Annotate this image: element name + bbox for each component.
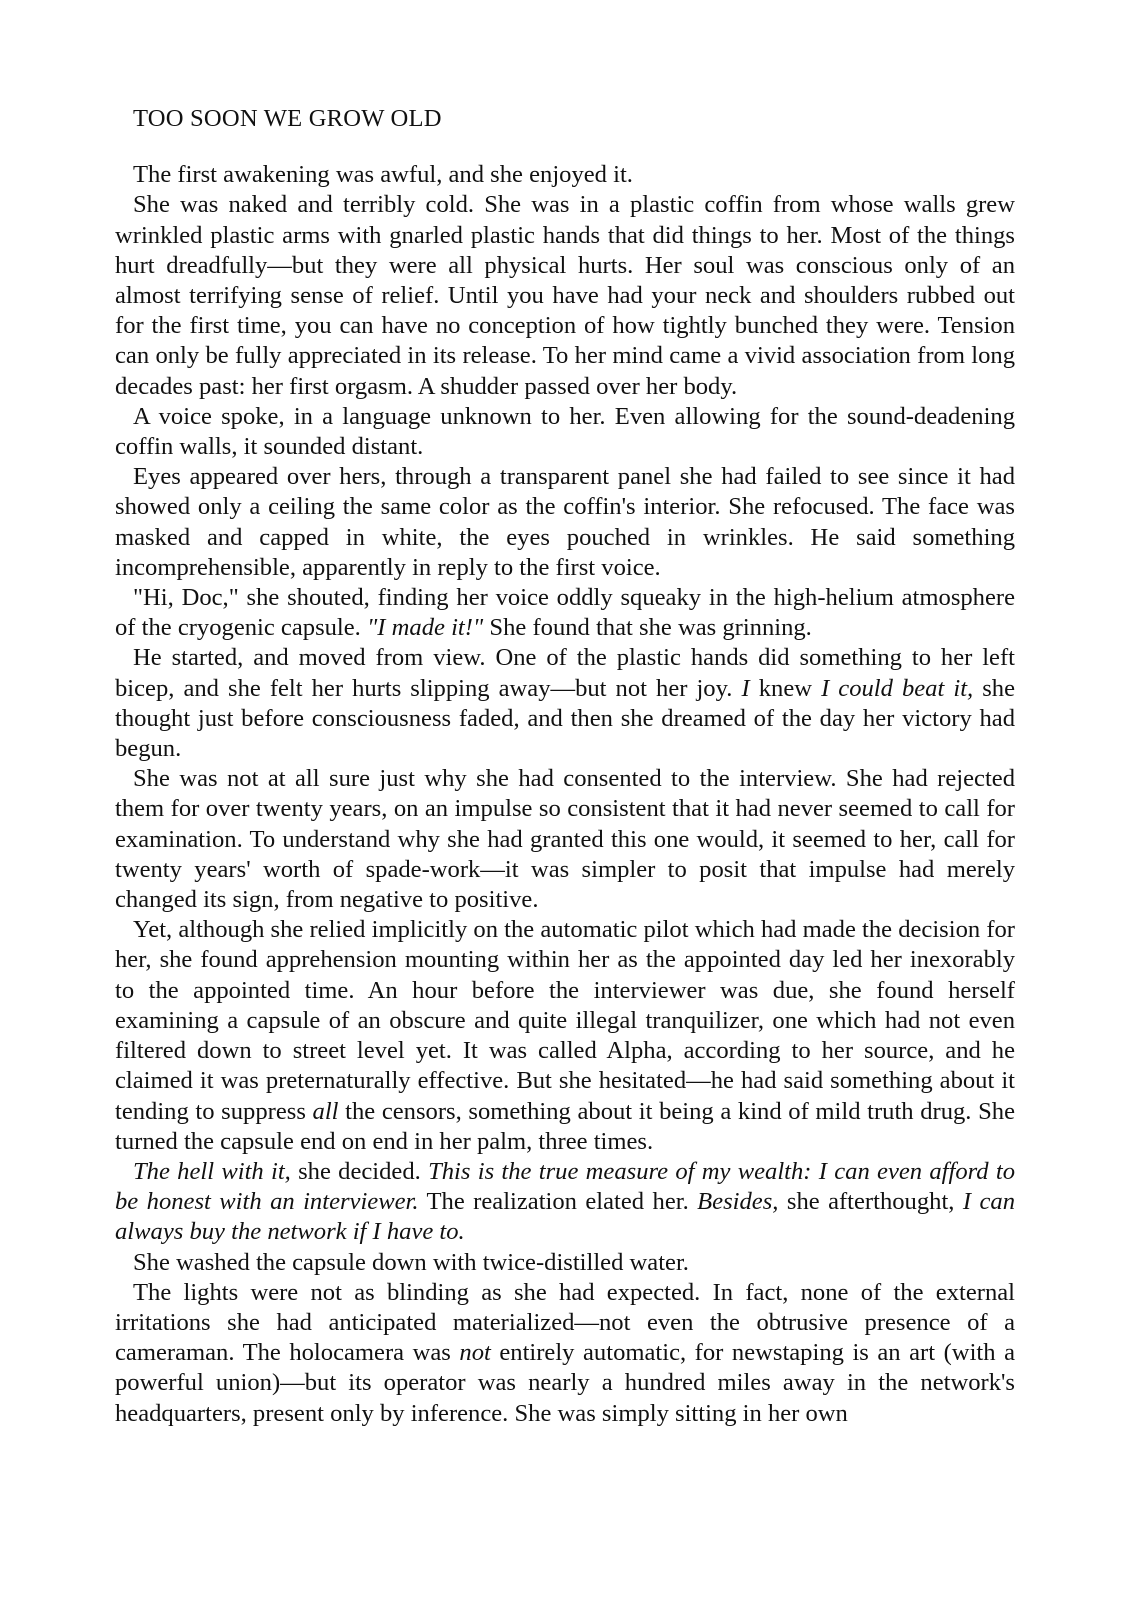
- chapter-title: TOO SOON WE GROW OLD: [133, 105, 442, 132]
- italic-text-run: I: [741, 674, 750, 702]
- text-run: the censors, something about it being a kind of mild truth drug. She turned the capsule end on end in her palm, three times.: [115, 1097, 1015, 1155]
- paragraph: [115, 1248, 1015, 1278]
- italic-text-run: I could beat it,: [821, 674, 974, 702]
- text-run: she decided.: [290, 1157, 429, 1185]
- text-run: He started, and moved from view. One of the plastic hands did something to her left bicep, and she felt her hurts slipping away—but not her joy.: [115, 644, 1015, 702]
- italic-text-run: Besides,: [697, 1188, 779, 1216]
- paragraph: [115, 462, 1015, 583]
- text-run: knew: [749, 674, 822, 702]
- text-run: A voice spoke, in a language unknown to her. Even allowing for the sound-deadening coffin walls, it sounded distant.: [115, 402, 1015, 461]
- text-run: The lights were not as blinding as she had expected. In fact, none of the external irritations she had anticipated materialized—not even the obtrusive presence of a cameraman. The holocamera was: [115, 1278, 1015, 1367]
- text-run: She washed the capsule down with twice-distilled water.: [133, 1248, 689, 1276]
- text-run: She was naked and terribly cold. She was in a plastic coffin from whose walls grew wrinkled plastic arms with gnarled plastic hands that did things to her. Most of the things hurt dreadfully—but they were all physical hurts. Her soul was conscious only of an almost terrifying sense of relief. Until you have had your neck and shoulders rubbed out for the first time, you can have no conception of how tightly bunched they were. Tension can only be fully appreciated in its release. To her mind came a vivid association from long decades past: her first orgasm. A shudder passed over her body.: [115, 191, 1015, 400]
- text-run: She found that she was grinning.: [483, 614, 812, 642]
- italic-text-run: This is the true measure of my wealth: I can even afford to be honest with an interviewer.: [115, 1157, 1015, 1216]
- book-page: [115, 104, 1015, 1429]
- paragraph: [115, 1157, 1015, 1248]
- italic-text-run: The hell with it,: [133, 1157, 291, 1185]
- text-run: entirely automatic, for newstaping is an art (with a powerful union)—but its operator was nearly a hundred miles away in the network's headquarters, present only by inference. She was simply sitting in her own: [115, 1339, 1015, 1427]
- text-run: The first awakening was awful, and she enjoyed it.: [133, 161, 633, 189]
- paragraph: [115, 643, 1015, 764]
- text-run: Yet, although she relied implicitly on the automatic pilot which had made the decision for her, she found apprehension mounting within her as the appointed day led her inexorably to the appointed time. An hour before the interviewer was due, she found herself examining a capsule of an obscure and quite illegal tranquilizer, one which had not even filtered down to street level yet. It was called Alpha, according to her source, and he claimed it was preternaturally effective. But she hesitated—he had said something about it tending to suppress: [115, 916, 1015, 1125]
- text-run: she thought just before consciousness faded, and then she dreamed of the day her victory had begun.: [115, 674, 1015, 763]
- paragraph: [115, 1278, 1015, 1429]
- text-run: Eyes appeared over hers, through a transparent panel she had failed to see since it had showed only a ceiling the same color as the coffin's interior. She refocused. The face was masked and capped in white, the eyes pouched in wrinkles. He said something incomprehensible, apparently in reply to the first voice.: [115, 463, 1015, 581]
- paragraph: [115, 160, 1015, 190]
- text-run: She was not at all sure just why she had consented to the interview. She had rejected them for over twenty years, on an impulse so consistent that it had never seemed to call for examination. To understand why she had granted this one would, it seemed to her, call for twenty years' worth of spade-work—it was simpler to posit that impulse had merely changed its sign, from negative to positive.: [115, 765, 1015, 914]
- italic-text-run: all: [312, 1097, 339, 1125]
- italic-text-run: not: [459, 1339, 491, 1367]
- text-run: she afterthought,: [778, 1188, 963, 1216]
- italic-text-run: "I made it!": [366, 614, 484, 642]
- paragraph: [115, 402, 1015, 462]
- italic-text-run: I can always buy the network if I have to.: [115, 1188, 1015, 1246]
- text-run: The realization elated her.: [418, 1188, 698, 1216]
- paragraph: [115, 190, 1015, 401]
- paragraph: [115, 764, 1015, 915]
- paragraph: [115, 583, 1015, 643]
- paragraph: [115, 915, 1015, 1157]
- text-run: "Hi, Doc," she shouted, finding her voice oddly squeaky in the high-helium atmosphere of the cryogenic capsule.: [115, 584, 1015, 642]
